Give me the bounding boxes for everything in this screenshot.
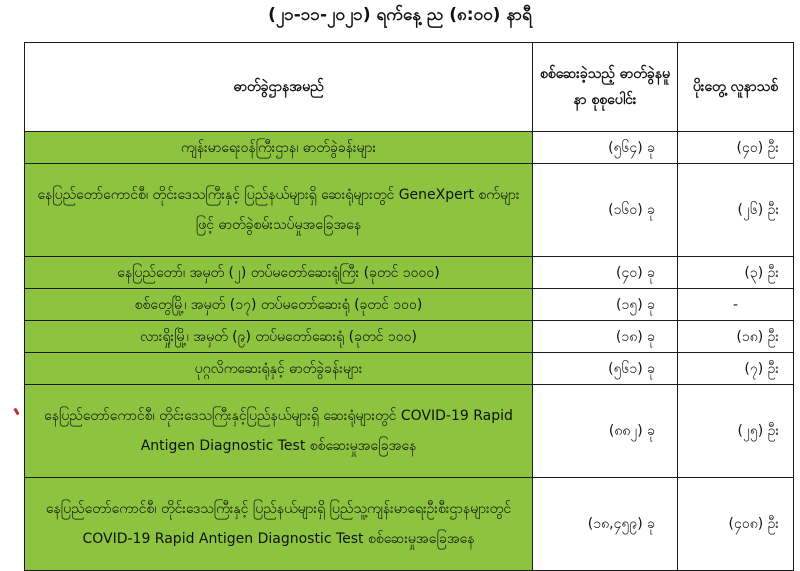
lab-name-cell: နေပြည်တော်ကောင်စီ၊ တိုင်းဒေသကြီးနှင့် ပြည်နယ်များရှိ ဆေးရုံများတွင် GeneXpert စက်များဖြင့် ဓာတ်ခွဲစမ်းသပ်မှုအခြေအနေ xyxy=(25,164,533,257)
lab-name-cell: စစ်တွေမြို့၊ အမှတ် (၁၇) တပ်မတော်ဆေးရုံ (ခုတင် ၁၀၀) xyxy=(25,289,533,321)
samples-tested-cell: (၁၈,၄၅၉) ခု xyxy=(533,478,678,571)
samples-tested-cell: (၈၈၂) ခု xyxy=(533,385,678,478)
table-row xyxy=(25,257,794,289)
new-positive-cell: (၂၆) ဦး xyxy=(678,164,794,257)
new-positive-cell: (၂၅) ဦး xyxy=(678,385,794,478)
lab-name-cell: လားရှိုးမြို့၊ အမှတ် (၉) တပ်မတော်ဆေးရုံ (ခုတင် ၁၀၀) xyxy=(25,321,533,353)
lab-name-cell: နေပြည်တော်၊ အမှတ် (၂) တပ်မတော်ဆေးရုံကြီး (ခုတင် ၁၀၀၀) xyxy=(25,257,533,289)
samples-tested-cell: (၁၅) ခု xyxy=(533,289,678,321)
new-positive-cell: (၁၈) ဦး xyxy=(678,321,794,353)
table-row xyxy=(25,289,794,321)
new-positive-cell: - xyxy=(678,289,794,321)
column-header-lab-name: ဓာတ်ခွဲဌာနအမည် xyxy=(25,43,533,132)
samples-tested-cell: (၁၆၀) ခု xyxy=(533,164,678,257)
table-row xyxy=(25,385,794,478)
lab-name-cell: နေပြည်တော်ကောင်စီ၊ တိုင်းဒေသကြီးနှင့် ပြည်နယ်များရှိ ပြည်သူ့ကျန်းမာရေးဦးစီးဌာနများတွင် COVID-19 Rapid Antigen Diagnostic Test စစ်ဆေးမှုအခြေအနေ xyxy=(25,478,533,571)
lab-name-cell: နေပြည်တော်ကောင်စီ၊ တိုင်းဒေသကြီးနှင့်ပြည်နယ်များရှိ ဆေးရုံများတွင် COVID-19 Rapid Antigen Diagnostic Test စစ်ဆေးမှုအခြေအနေ xyxy=(25,385,533,478)
table-row xyxy=(25,478,794,571)
table-row xyxy=(25,132,794,164)
samples-tested-cell: (၅၆၄) ခု xyxy=(533,132,678,164)
lab-results-table xyxy=(24,42,794,571)
new-positive-cell: (၄၀၈) ဦး xyxy=(678,478,794,571)
samples-tested-cell: (၅၆၁) ခု xyxy=(533,353,678,385)
table-row xyxy=(25,321,794,353)
samples-tested-cell: (၄၀) ခု xyxy=(533,257,678,289)
table-row xyxy=(25,353,794,385)
new-positive-cell: (၄၀) ဦး xyxy=(678,132,794,164)
lab-name-cell: ပုဂ္ဂလိကဆေးရုံနှင့် ဓာတ်ခွဲခန်းများ xyxy=(25,353,533,385)
table-header-row xyxy=(25,43,794,132)
new-positive-cell: (၇) ဦး xyxy=(678,353,794,385)
table-row xyxy=(25,164,794,257)
samples-tested-cell: (၁၈) ခု xyxy=(533,321,678,353)
red-mark-decoration xyxy=(13,408,19,416)
new-positive-cell: (၃) ဦး xyxy=(678,257,794,289)
report-title: (၂၁-၁၁-၂၀၂၁) ရက်နေ့ ည (၈:၀၀) နာရီ xyxy=(268,5,532,25)
lab-name-cell: ကျန်းမာရေးဝန်ကြီးဌာန၊ ဓာတ်ခွဲခန်းများ xyxy=(25,132,533,164)
column-header-new-positive: ပိုးတွေ့ လူနာသစ် xyxy=(678,43,794,132)
column-header-samples-tested: စစ်ဆေးခဲ့သည့် ဓာတ်ခွဲနမူနာ စုစုပေါင်း xyxy=(533,43,678,132)
